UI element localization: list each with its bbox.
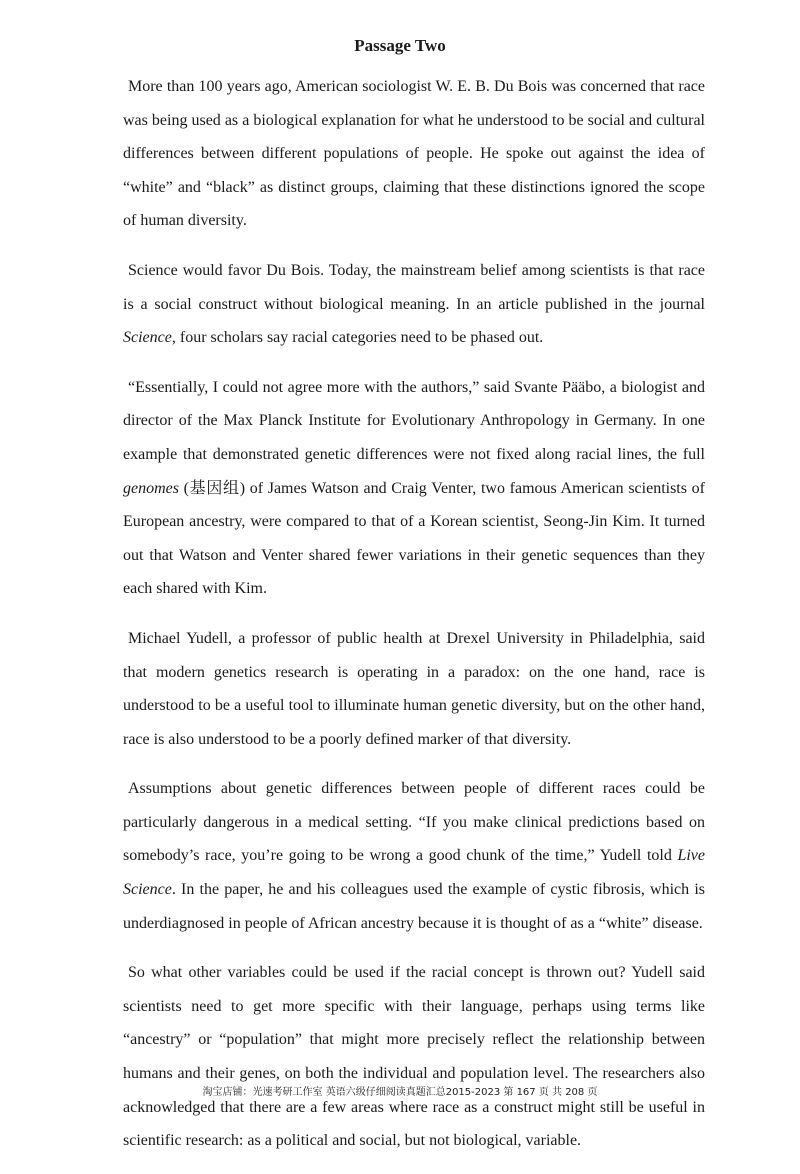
paragraph-3-text-a: “Essentially, I could not agree more with the authors,” said Svante Pääbo, a biologist and director of the Max Planck Institute for Evolutionary Anthropology in Germany. In one example that demonstrated genetic differences were not fixed along racial lines, the full [123, 378, 705, 463]
publication-live-science: Live Science [123, 847, 705, 899]
paragraph-4 [123, 622, 705, 756]
passage-body [123, 70, 705, 1174]
passage-title: Passage Two [354, 36, 446, 55]
paragraph-4-text: Michael Yudell, a professor of public health at Drexel University in Philadelphia, said that modern genetics research is operating in a paradox: on the one hand, race is understood to be a useful tool to illuminate human genetic diversity, but on the other hand, race is also understood to be a poorly defined marker of that diversity. [123, 629, 705, 748]
paragraph-6-text: So what other variables could be used if the racial concept is thrown out? Yudell said scientists need to get more specific with their language, perhaps using terms like “ancestry” or “population” that might more precisely reflect the relationship between humans and their genes, on both the individual and population level. The researchers also acknowledged that there are a few areas where race as a construct might still be useful in scientific research: as a political and social, but not biological, variable. [123, 964, 705, 1150]
paragraph-5 [123, 772, 705, 940]
paragraph-3 [123, 371, 705, 606]
paragraph-5-text-b: . In the paper, he and his colleagues used the example of cystic fibrosis, which is underdiagnosed in people of African ancestry because it is thought of as a “white” disease. [123, 881, 705, 932]
paragraph-2 [123, 254, 705, 355]
paragraph-2-text-a: Science would favor Du Bois. Today, the mainstream belief among scientists is that race is a social construct without biological meaning. In an article published in the journal [123, 261, 705, 313]
journal-title-science: Science [123, 329, 172, 347]
paragraph-6 [123, 956, 705, 1158]
paragraph-1-text: More than 100 years ago, American sociologist W. E. B. Du Bois was concerned that race was being used as a biological explanation for what he understood to be social and cultural differences between different populations of people. He spoke out against the idea of “white” and “black” as distinct groups, claiming that these distinctions ignored the scope of human diversity. [123, 78, 705, 230]
paragraph-5-text-a: Assumptions about genetic differences between people of different races could be particularly dangerous in a medical setting. “If you make clinical predictions based on somebody’s race, you’re going to be wrong a good chunk of the time,” Yudell told [123, 780, 705, 865]
page-footer: 淘宝店铺：光速考研工作室 英语六级仔细阅读真题汇总2015-2023 第 167 页 共 208 页 [202, 1087, 598, 1098]
term-genomes: genomes [123, 479, 179, 497]
paragraph-1 [123, 70, 705, 238]
paragraph-3-text-b: (基因组) of James Watson and Craig Venter, two famous American scientists of European ancestry, were compared to that of a Korean scientist, Seong-Jin Kim. It turned out that Watson and Venter shared fewer variations in their genetic sequences than they each shared with Kim. [123, 479, 705, 598]
paragraph-2-text-b: , four scholars say racial categories need to be phased out. [171, 329, 544, 347]
